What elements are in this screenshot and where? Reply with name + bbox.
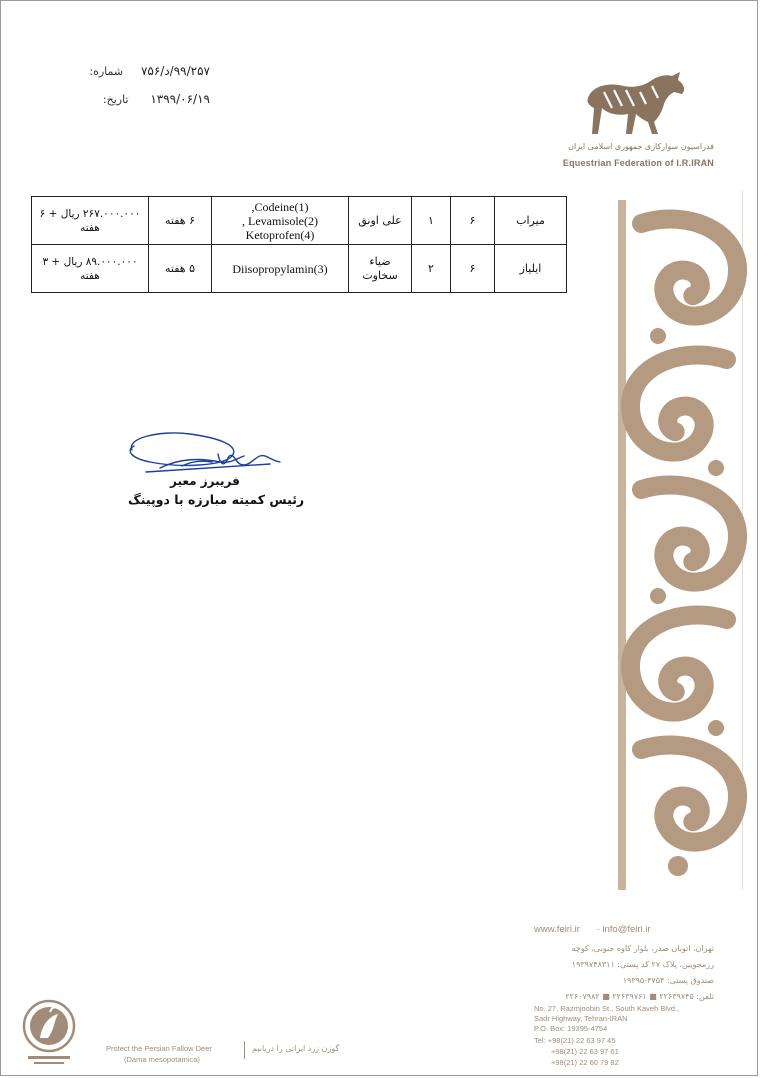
cell-num1: ۶ — [451, 197, 495, 245]
substance-line: Ketoprofen(4) — [245, 227, 315, 242]
address-en-line: Sadr Highway, Tehran-IRAN — [534, 1014, 628, 1023]
federation-name-en: Equestrian Federation of I.R.IRAN — [562, 158, 714, 168]
fine-line: ۲۶۷.۰۰۰.۰۰۰ ریال + ۶ — [39, 207, 141, 220]
deer-note-en: Protect the Persian Fallow Deer — [106, 1044, 212, 1053]
address-fa-line: تهران، اتوبان صدر، بلوار کاوه جنوبی، کوچه — [571, 944, 714, 953]
cell-horse: ایلیاز — [495, 245, 567, 293]
signatory-name: فریبرز معیر — [170, 474, 240, 488]
table-row — [32, 197, 567, 245]
cell-num1: ۶ — [451, 245, 495, 293]
letter-number-row — [88, 64, 210, 78]
doping-cases-table — [31, 196, 567, 293]
letter-number-label: شماره: — [89, 65, 124, 78]
cell-substances — [212, 245, 349, 293]
cell-person: علی اونق — [349, 197, 412, 245]
cell-substances — [212, 197, 349, 245]
cell-horse: میراب — [495, 197, 567, 245]
fallow-deer-badge-icon — [20, 998, 78, 1068]
letter-date-value: ۱۳۹۹/۰۶/۱۹ — [150, 92, 210, 106]
federation-logo — [524, 68, 714, 178]
letter-date-label: تاریخ: — [102, 93, 129, 106]
substance-line: Codeine(1), — [251, 199, 309, 214]
pobox-fa: صندوق پستی: ۴۷۵۴-۱۹۳۹۵ — [622, 976, 714, 985]
floral-border-ornament — [618, 200, 750, 890]
deer-note-divider — [244, 1041, 245, 1059]
cell-num2: ۲ — [412, 245, 451, 293]
cell-ban: ۵ هفته — [149, 245, 212, 293]
cell-ban: ۶ هفته — [149, 197, 212, 245]
address-en-line: No. 27, Razmjoobin St., South Kaveh Blvd., — [534, 1004, 680, 1013]
tel-line: Tel: +98(21) 22 63 97 45 — [534, 1036, 616, 1045]
table-row — [32, 245, 567, 293]
fine-line: هفته — [80, 221, 100, 234]
letter-number-value: ۹۹/۲۵۷/د/۷۵۶ — [140, 64, 210, 78]
signatory-title: رئیس کمیته مبارزه با دوپینگ — [128, 492, 305, 507]
address-fa-line: رزمجویین، پلاک ۲۷ کد پستی: ۱۹۳۹۷۴۸۳۱۱ — [571, 960, 714, 969]
substance-line: Levamisole(2) , — [242, 213, 318, 228]
deer-note-fa: گوزن زرد ایرانی را دریابیم — [252, 1044, 340, 1053]
fine-line: هفته — [80, 269, 100, 282]
substance-line: Diisopropylamin(3) — [232, 261, 328, 276]
pobox-en: P.O. Box: 19395-4754 — [534, 1024, 608, 1033]
person-line: ضیاء — [369, 254, 391, 268]
deer-note-en-latin: (Dama mesopotamica) — [124, 1055, 200, 1064]
tel-line: +98(21) 22 60 79 82 — [551, 1058, 619, 1067]
footer-web-row: www.feiri.ir · info@feiri.ir — [534, 924, 651, 935]
horse-logo-icon — [578, 68, 690, 138]
email-link[interactable]: info@feiri.ir — [602, 924, 651, 935]
phones-fa: تلفن: ۲۲۶۳۹۷۴۵ ■ ۲۲۶۳۹۷۶۱ ■ ۲۲۶۰۷۹۸۲ — [565, 992, 714, 1001]
website-link[interactable]: www.feiri.ir — [534, 924, 580, 935]
cell-person — [349, 245, 412, 293]
fine-line: ۸۹.۰۰۰.۰۰۰ ریال + ۳ — [42, 255, 138, 268]
cell-num2: ۱ — [412, 197, 451, 245]
cell-fine — [32, 197, 149, 245]
cell-fine — [32, 245, 149, 293]
person-line: سخاوت — [362, 268, 398, 282]
letter-date-row — [98, 92, 210, 106]
tel-line: +98(21) 22 63 97 61 — [551, 1047, 619, 1056]
federation-name-fa: فدراسیون سوارکاری جمهوری اسلامی ایران — [568, 142, 714, 151]
